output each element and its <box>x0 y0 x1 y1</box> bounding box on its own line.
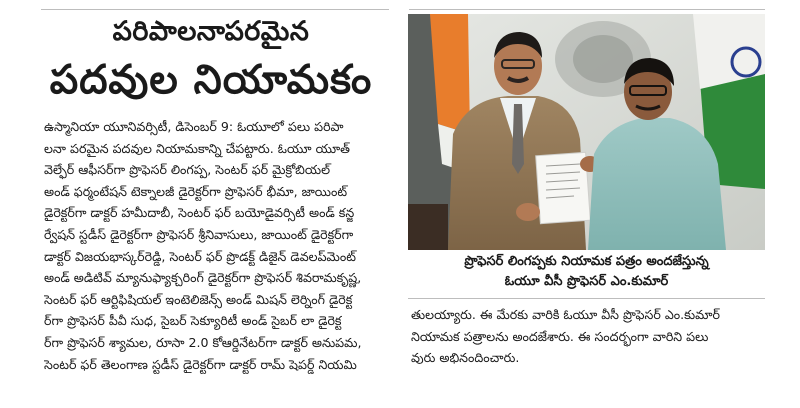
top-rule-right <box>409 9 765 10</box>
headline <box>30 12 392 108</box>
body-line: ర్‌గా ప్రొఫెసర్ శ్యామల, రూసా 2.0 కోఆర్డినేటర్‌గా డాక్టర్ అనుపమ, <box>44 334 362 350</box>
body-line: అండ్ ఫర్మంటేషన్ టెక్నాలజీ డైరెక్టర్‌గా ప్రొఫెసర్ భీమా, జాయింట్ <box>44 183 348 199</box>
caption-rule <box>408 298 765 299</box>
top-rule-left <box>41 9 389 10</box>
body-line: సెంటర్ ఫర్ ఆర్టిఫిషియల్ ఇంటెలిజెన్స్ అండ్ మిషన్ లెర్నింగ్ డైరెక్ట <box>44 291 353 307</box>
body-line: నియామక పత్రాలను అందజేశారు. ఈ సందర్భంగా వారిని పలు <box>411 328 709 344</box>
body-line: ర్వేషన్ స్టడీస్ డైరెక్టర్‌గా ప్రొఫెసర్ శ్రీనివాసులు, జాయింట్ డైరెక్టర్‌గా <box>44 226 354 242</box>
headline-line-2: పదవుల నియామకం <box>49 57 373 103</box>
body-line: ర్‌గా ప్రొఫెసర్ పీవీ సుధ, సైబర్ సెక్యూరిటీ అండ్ సైబర్ లా డైరెక్ట <box>44 313 342 329</box>
body-line: తులయ్యారు. ఈ మేరకు వారికి ఓయూ వీసీ ప్రొఫెసర్ ఎం.కుమార్ <box>411 307 720 322</box>
caption-line-1: ప్రొఫెసర్ లింగప్పకు నియామక పత్రం అందజేస్తున్న <box>464 254 709 269</box>
article-body <box>44 116 389 396</box>
photo-caption <box>408 252 765 298</box>
body-line: వెల్ఫేర్ ఆఫీసర్‌గా ప్రొఫెసర్ లింగప్ప, సెంటర్ ఫర్ మైక్రోబియల్ <box>44 162 331 178</box>
body-line: లనా పరమైన పదవుల నియామకాన్ని చేపట్టారు. ఓయూ యూత్ <box>44 140 350 156</box>
article-body-continued <box>411 304 763 364</box>
body-line: సెంటర్ ఫర్ తెలంగాణ స్టడీస్ డైరెక్టర్‌గా డాక్టర్ రామ్ షెపర్డ్ నియమి <box>44 356 357 372</box>
headline-line-1: పరిపాలనాపరమైన <box>112 16 310 47</box>
body-line: వురు అభినందించారు. <box>411 350 520 364</box>
body-line: ఉస్మానియా యూనివర్సిటీ, డిసెంబర్ 9: ఓయూలో పలు పరిపా <box>44 119 344 134</box>
news-photo <box>408 14 765 250</box>
body-line: డైరెక్టర్‌గా డాక్టర్ హమీదాబీ, సెంటర్ ఫర్ బయోడైవర్సిటీ అండ్ కన్జ <box>44 205 355 221</box>
body-line: అండ్ అడిటివ్ మ్యానుఫ్యాక్చరింగ్ డైరెక్టర్‌గా ప్రొఫెసర్ శివరామకృష్ణ, <box>44 270 362 286</box>
caption-line-2: ఓయూ వీసీ ప్రొఫెసర్ ఎం.కుమార్ <box>504 274 669 289</box>
body-line: డాక్టర్ విజయభాస్కర్‌రెడ్డి, సెంటర్ ఫర్ ప్రొడక్ట్ డిజైన్ డెవలప్‌మెంట్ <box>44 248 356 264</box>
photo-illustration <box>408 14 765 250</box>
